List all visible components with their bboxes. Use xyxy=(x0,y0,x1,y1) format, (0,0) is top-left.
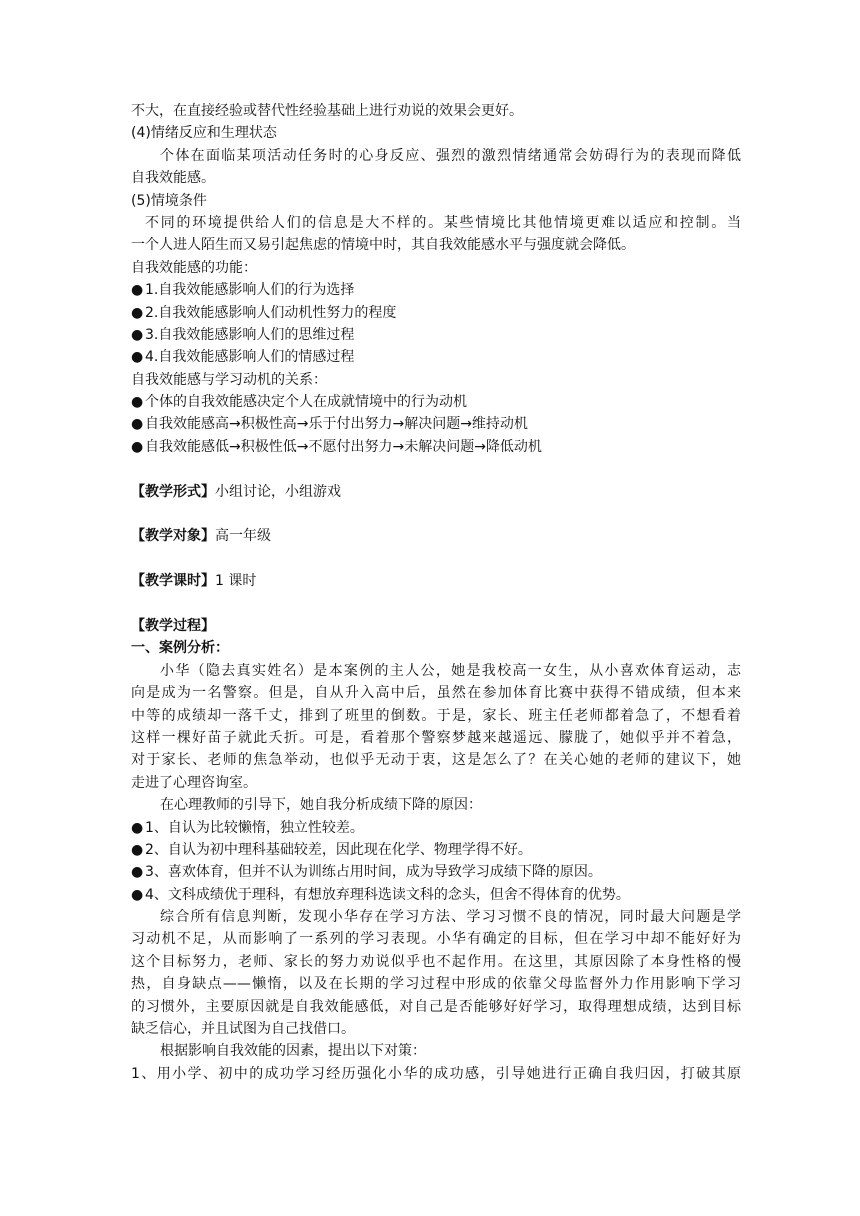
bullet-icon: ● xyxy=(131,416,144,433)
list-item xyxy=(131,279,741,301)
paragraph-line: 中等的成绩却一落千丈，排到了班里的倒数。于是，家长、班主任老师都着急了，不想看着 xyxy=(131,707,741,724)
list-item-text: 4.自我效能感影响人们的情感过程 xyxy=(145,349,355,366)
paragraph-line: 1、用小学、初中的成功学习经历强化小华的成功感，引导她进行正确自我归因，打破其原 xyxy=(131,1065,741,1082)
bullet-icon: ● xyxy=(131,438,144,455)
case-analysis-heading: 一、案例分析： xyxy=(131,640,229,657)
teaching-target xyxy=(131,525,741,547)
list-item xyxy=(131,884,741,906)
paragraph-line: 个体在面临某项活动任务时的心身反应、强烈的激烈情绪通常会妨碍行为的表现而降低 xyxy=(160,147,741,164)
teaching-process-heading: 【教学过程】 xyxy=(131,617,215,634)
teaching-target-label: 【教学对象】 xyxy=(131,528,215,545)
paragraph-line: 热，自身缺点——懒惰，以及在长期的学习过程中形成的依靠父母监督外力作用影响下学习 xyxy=(131,976,741,993)
list-item xyxy=(131,302,741,324)
list-item-text: 2.自我效能感影响人们动机性努力的程度 xyxy=(145,304,397,321)
list-item-text: 1、自认为比较懒惰，独立性较差。 xyxy=(145,819,364,836)
list-item-text: 1.自我效能感影响人们的行为选择 xyxy=(145,282,355,299)
list-item xyxy=(131,324,741,346)
paragraph-line: 的习惯外，主要原因就是自我效能感低，对自己是否能够好好学习，取得理想成绩，达到目标 xyxy=(131,998,741,1015)
paragraph-line: 这样一棵好苗子就此夭折。可是，看着那个警察梦越来越遥远、朦胧了，她似乎并不着急， xyxy=(131,729,741,746)
teaching-hours-label: 【教学课时】 xyxy=(131,573,215,590)
list-item xyxy=(131,861,741,883)
list-item-text: 3.自我效能感影响人们的思维过程 xyxy=(145,326,355,343)
bullet-icon: ● xyxy=(131,349,144,366)
list-item-text: 3、喜欢体育，但并不认为训练占用时间，成为导致学习成绩下降的原因。 xyxy=(145,864,602,881)
list-item-text: 自我效能感低→积极性低→不愿付出努力→未解决问题→降低动机 xyxy=(145,438,542,455)
teaching-target-value: 高一年级 xyxy=(215,528,271,545)
bullet-icon: ● xyxy=(131,282,144,299)
teaching-form-label: 【教学形式】 xyxy=(131,483,215,500)
bullet-icon: ● xyxy=(131,304,144,321)
teaching-form-value: 小组讨论，小组游戏 xyxy=(215,483,341,500)
paragraph-line: 在心理教师的引导下，她自我分析成绩下降的原因： xyxy=(160,797,482,814)
list-item xyxy=(131,391,741,413)
paragraph-line: 习动机不足，从而影响了一系列的学习表现。小华有确定的目标，但在学习中却不能好好为 xyxy=(131,931,741,948)
teaching-form xyxy=(131,481,741,503)
list-item xyxy=(131,817,741,839)
paragraph-line: 这个目标努力，老师、家长的努力劝说似乎也不起作用。在这里，其原因除了本身性格的慢 xyxy=(131,953,741,970)
bullet-icon: ● xyxy=(131,326,144,343)
document-page xyxy=(131,100,741,1085)
paragraph-line: 向是成为一名警察。但是，自从升入高中后，虽然在参加体育比赛中获得不错成绩，但本来 xyxy=(131,685,741,702)
paragraph-line: 综合所有信息判断，发现小华存在学习方法、学习习惯不良的情况，同时最大问题是学 xyxy=(160,909,741,926)
paragraph-line: 小华（隐去真实姓名）是本案例的主人公，她是我校高一女生，从小喜欢体育运动，志 xyxy=(160,662,741,679)
paragraph-line: 对于家长、老师的焦急举动，也似乎无动于衷，这是怎么了？在关心她的老师的建议下，她 xyxy=(131,752,741,769)
paragraph-line: 根据影响自我效能的因素，提出以下对策： xyxy=(160,1043,426,1060)
paragraph-line: 不大，在直接经验或替代性经验基础上进行劝说的效果会更好。 xyxy=(131,103,523,119)
list-item-text: 4、文科成绩优于理科，有想放弃理科选读文科的念头，但舍不得体育的优势。 xyxy=(145,886,630,903)
teaching-hours xyxy=(131,570,741,592)
list-item-text: 2、自认为初中理科基础较差，因此现在化学、物理学得不好。 xyxy=(145,841,532,858)
section-5-title: (5)情境条件 xyxy=(131,192,207,209)
bullet-icon: ● xyxy=(131,819,144,836)
bullet-icon: ● xyxy=(131,394,144,411)
relation-heading: 自我效能感与学习动机的关系： xyxy=(131,371,327,388)
bullet-icon: ● xyxy=(131,886,144,903)
bullet-icon: ● xyxy=(131,864,144,881)
list-item xyxy=(131,413,741,435)
paragraph-line: 走进了心理咨询室。 xyxy=(131,774,257,791)
bullet-icon: ● xyxy=(131,841,144,858)
paragraph-line: 自我效能感。 xyxy=(131,170,215,187)
list-item xyxy=(131,346,741,368)
section-4-title: (4)情绪反应和生理状态 xyxy=(131,125,277,142)
paragraph-line: 不同的环境提供给人们的信息是大不样的。某些情境比其他情境更难以适应和控制。当 xyxy=(145,214,741,231)
paragraph-line: 一个人进人陌生而又易引起焦虑的情境中时，其自我效能感水平与强度就会降低。 xyxy=(131,237,635,254)
list-item xyxy=(131,436,741,458)
list-item xyxy=(131,839,741,861)
paragraph-line: 缺乏信心，并且试图为自己找借口。 xyxy=(131,1021,355,1038)
list-item-text: 个体的自我效能感决定个人在成就情境中的行为动机 xyxy=(145,394,467,411)
list-item-text: 自我效能感高→积极性高→乐于付出努力→解决问题→维持动机 xyxy=(145,416,528,433)
teaching-hours-value: 1 课时 xyxy=(215,573,257,590)
function-heading: 自我效能感的功能： xyxy=(131,259,257,276)
